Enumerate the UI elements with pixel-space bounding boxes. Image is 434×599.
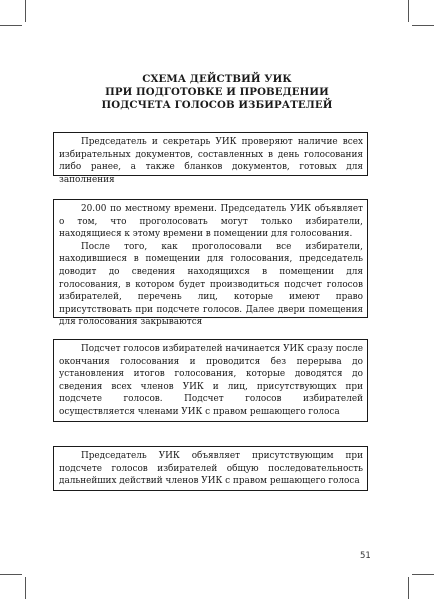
crop-mark xyxy=(0,574,22,575)
title-line: ПРИ ПОДГОТОВКЕ И ПРОВЕДЕНИИ xyxy=(105,86,329,98)
page-title xyxy=(0,73,434,112)
crop-mark xyxy=(412,574,434,575)
crop-mark xyxy=(25,0,26,22)
step-text: Председатель УИК объявляет присутствующим при подсчете голосов избирателей общую последовательность дальнейших действий членов УИК с правом решающего голоса xyxy=(59,451,363,487)
step-box-start-counting xyxy=(53,339,368,422)
step-box-announce-sequence xyxy=(53,446,368,491)
step-text: 20.00 по местному времени. Председатель УИК объявляет о том, что проголосовать могут только избиратели, находящиеся к этому времени в помещении для голосования. xyxy=(59,204,363,240)
title-line: СХЕМА ДЕЙСТВИЙ УИК xyxy=(142,73,292,85)
crop-mark xyxy=(25,577,26,599)
page-number: 51 xyxy=(360,551,371,561)
crop-mark xyxy=(408,0,409,22)
step-text: Председатель и секретарь УИК проверяют наличие всех избирательных документов, составленных в день голосования либо ранее, а также бланков документов, готовых для заполнения xyxy=(59,137,363,185)
title-line: ПОДСЧЕТА ГОЛОСОВ ИЗБИРАТЕЛЕЙ xyxy=(101,99,333,111)
step-box-end-of-voting xyxy=(53,199,368,328)
step-text: После того, как проголосовали все избиратели, находившиеся в помещении для голосования, председатель доводит до сведения находящихся в помещении для голосования, в котором будет производиться подсчет голосов избирателей, перечень лиц, которые имеют право присутствовать при подсчете голосов. Далее двери помещения для голосования закрываются xyxy=(59,241,363,328)
crop-mark xyxy=(412,25,434,26)
step-box-verify-documents xyxy=(53,132,368,185)
crop-mark xyxy=(0,25,22,26)
crop-mark xyxy=(408,577,409,599)
step-text: Подсчет голосов избирателей начинается УИК сразу после окончания голосования и проводится без перерыва до установления итогов голосования, которые доводятся до сведения всех членов УИК и лиц, присутствующих при подсчете голосов. Подсчет голосов избирателей осуществляется членами УИК с правом решающего голоса xyxy=(59,344,363,417)
